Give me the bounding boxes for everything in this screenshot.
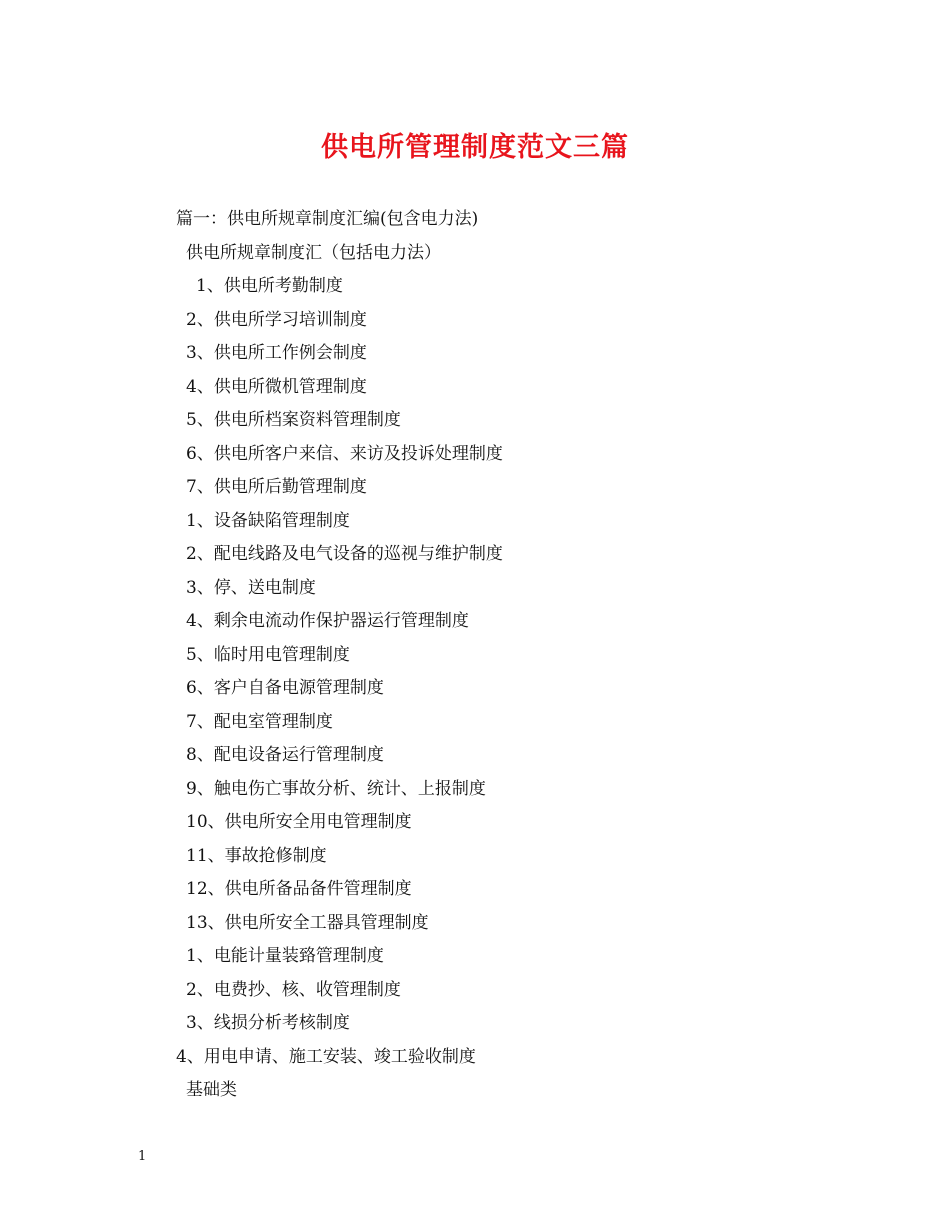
body-line: 1、供电所考勤制度 (196, 276, 343, 296)
document-title: 供电所管理制度范文三篇 (321, 132, 629, 163)
body-line: 3、线损分析考核制度 (186, 1013, 350, 1033)
body-line: 5、临时用电管理制度 (186, 644, 350, 665)
body-line: 7、供电所后勤管理制度 (186, 477, 367, 497)
page-number: 1 (138, 1149, 147, 1164)
body-line: 10、供电所安全用电管理制度 (186, 812, 412, 832)
body-line: 4、供电所微机管理制度 (186, 376, 367, 397)
body-line: 8、配电设备运行管理制度 (186, 745, 384, 765)
body-line: 9、触电伤亡事故分析、统计、上报制度 (186, 778, 486, 799)
body-line: 2、配电线路及电气设备的巡视与维护制度 (186, 544, 503, 564)
body-line: 6、客户自备电源管理制度 (186, 678, 384, 698)
body-line: 11、事故抢修制度 (186, 845, 327, 866)
body-line: 1、设备缺陷管理制度 (186, 510, 350, 531)
body-line: 5、供电所档案资料管理制度 (186, 410, 401, 430)
body-line: 6、供电所客户来信、来访及投诉处理制度 (186, 443, 503, 464)
body-line: 2、供电所学习培训制度 (186, 309, 367, 330)
body-line: 13、供电所安全工器具管理制度 (186, 912, 429, 933)
body-line: 12、供电所备品备件管理制度 (186, 879, 412, 899)
body-line: 4、剩余电流动作保护器运行管理制度 (186, 611, 469, 631)
body-line: 篇一：供电所规章制度汇编(包含电力法) (176, 209, 479, 229)
body-line: 2、电费抄、核、收管理制度 (186, 979, 401, 1000)
body-line: 1、电能计量装臵管理制度 (186, 946, 384, 966)
body-line: 基础类 (186, 1080, 237, 1100)
body-line: 供电所规章制度汇（包括电力法） (186, 242, 441, 263)
body-line: 4、用电申请、施工安装、竣工验收制度 (176, 1046, 476, 1067)
body-line: 3、供电所工作例会制度 (186, 343, 367, 363)
body-line: 3、停、送电制度 (186, 577, 316, 598)
body-line: 7、配电室管理制度 (186, 711, 333, 732)
